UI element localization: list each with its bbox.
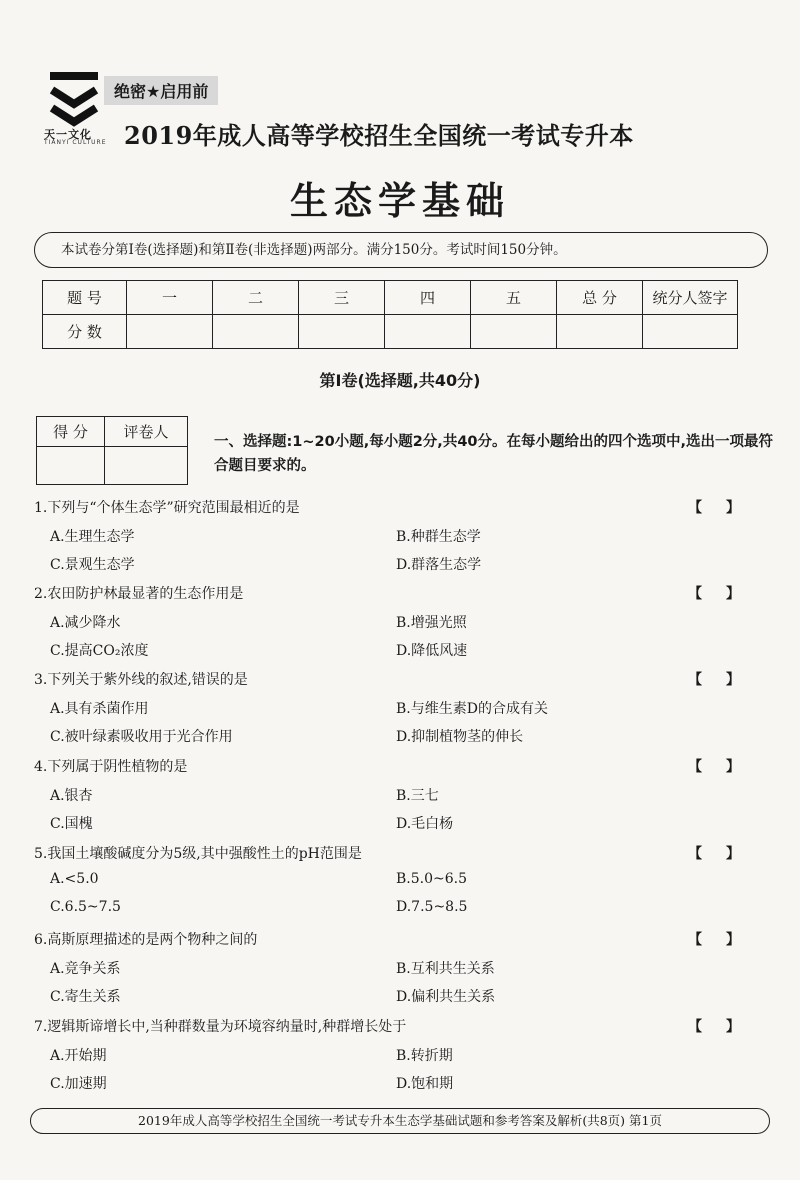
score-header-cell: 三 (299, 281, 385, 315)
section-title: 第Ⅰ卷(选择题,共40分) (319, 371, 481, 390)
question-option: B.与维生素D的合成有关 (396, 701, 548, 717)
question-option: B.转折期 (396, 1048, 453, 1064)
score-header-cell: 统分人签字 (643, 281, 738, 315)
page-footer: 2019年成人高等学校招生全国统一考试专升本生态学基础试题和参考答案及解析(共8页) 第1页 (30, 1108, 770, 1134)
question-option: A.竞争关系 (50, 961, 121, 977)
question-option: C.提高CO₂浓度 (50, 643, 149, 659)
score-table (42, 280, 738, 349)
tianyi-logo-icon (46, 70, 102, 132)
score-value-cell (557, 315, 643, 349)
question-option: C.6.5~7.5 (50, 899, 121, 915)
answer-bracket: 【】 (688, 586, 764, 602)
score-value-cell (213, 315, 299, 349)
secret-label: 绝密★启用前 (104, 76, 218, 105)
question-stem: 1.下列与“个体生态学”研究范围最相近的是 (34, 500, 300, 516)
question-option: B.互利共生关系 (396, 961, 495, 977)
brand-name: 天一文化 (44, 128, 92, 141)
score-value-cell (643, 315, 738, 349)
score-table-header-row (43, 281, 738, 315)
question-option: C.国槐 (50, 816, 93, 832)
question-option: A.生理生态学 (50, 529, 135, 545)
exam-title: 2019年成人高等学校招生全国统一考试专升本 (124, 121, 634, 150)
answer-bracket: 【】 (688, 672, 764, 688)
section-instructions: 一、选择题:1~20小题,每小题2分,共40分。在每小题给出的四个选项中,选出一项最符合题目要求的。 (214, 434, 774, 474)
question-option: D.饱和期 (396, 1076, 454, 1092)
question-option: A.银杏 (50, 788, 93, 804)
question-option: D.7.5~8.5 (396, 899, 468, 915)
question-stem: 5.我国土壤酸碱度分为5级,其中强酸性土的pH范围是 (34, 846, 362, 862)
grader-name-label: 评卷人 (105, 417, 188, 447)
question-option: A.具有杀菌作用 (50, 701, 149, 717)
score-row-label: 分 数 (43, 315, 127, 349)
score-header-cell: 五 (471, 281, 557, 315)
grader-score-cell (37, 447, 105, 485)
question-option: B.种群生态学 (396, 529, 481, 545)
question-option: D.毛白杨 (396, 816, 454, 832)
question-stem: 6.高斯原理描述的是两个物种之间的 (34, 932, 258, 948)
question-stem: 3.下列关于紫外线的叙述,错误的是 (34, 672, 248, 688)
question-option: C.被叶绿素吸收用于光合作用 (50, 729, 233, 745)
score-header-cell: 一 (127, 281, 213, 315)
score-header-cell: 总 分 (557, 281, 643, 315)
answer-bracket: 【】 (688, 1019, 764, 1035)
question-option: D.抑制植物茎的伸长 (396, 729, 524, 745)
grader-table (36, 416, 188, 485)
question-option: A.减少降水 (50, 615, 121, 631)
question-option: D.群落生态学 (396, 557, 482, 573)
question-option: B.三七 (396, 788, 439, 804)
question-option: A.<5.0 (50, 871, 99, 887)
grader-name-cell (105, 447, 188, 485)
question-stem: 7.逻辑斯谛增长中,当种群数量为环境容纳量时,种群增长处于 (34, 1019, 407, 1035)
score-value-cell (385, 315, 471, 349)
question-stem: 4.下列属于阴性植物的是 (34, 759, 188, 775)
answer-bracket: 【】 (688, 500, 764, 516)
exam-notice: 本试卷分第Ⅰ卷(选择题)和第Ⅱ卷(非选择题)两部分。满分150分。考试时间150分钟。 (34, 232, 768, 268)
score-value-cell (127, 315, 213, 349)
score-value-cell (299, 315, 385, 349)
question-option: B.5.0~6.5 (396, 871, 467, 887)
answer-bracket: 【】 (688, 932, 764, 948)
brand-sub: TIANYI CULTURE (44, 139, 107, 146)
answer-bracket: 【】 (688, 759, 764, 775)
score-value-cell (471, 315, 557, 349)
score-header-cell: 二 (213, 281, 299, 315)
question-option: C.寄生关系 (50, 989, 121, 1005)
question-option: C.加速期 (50, 1076, 107, 1092)
subject-title: 生态学基础 (289, 179, 510, 223)
answer-bracket: 【】 (688, 846, 764, 862)
question-option: C.景观生态学 (50, 557, 135, 573)
question-stem: 2.农田防护林最显著的生态作用是 (34, 586, 244, 602)
question-option: B.增强光照 (396, 615, 467, 631)
grader-score-label: 得 分 (37, 417, 105, 447)
score-header-cell: 题 号 (43, 281, 127, 315)
question-option: D.降低风速 (396, 643, 468, 659)
question-option: A.开始期 (50, 1048, 107, 1064)
score-table-value-row (43, 315, 738, 349)
score-header-cell: 四 (385, 281, 471, 315)
question-option: D.偏利共生关系 (396, 989, 496, 1005)
